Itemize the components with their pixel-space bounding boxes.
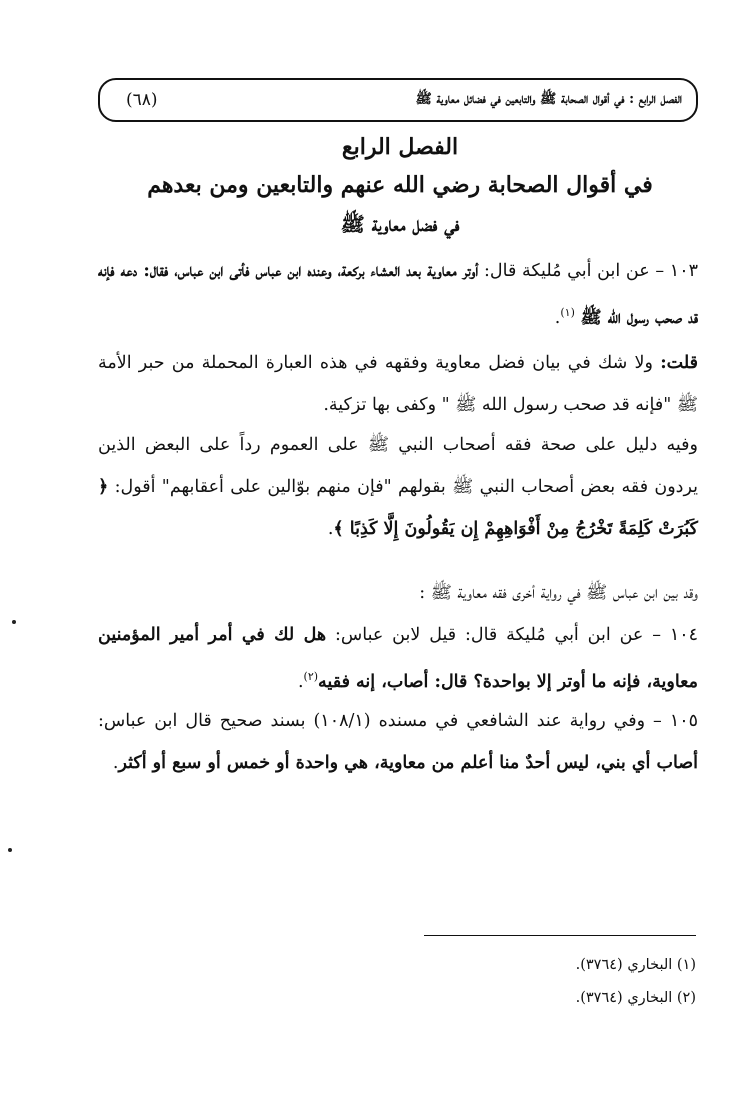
narration-text: أوتر معاوية بعد العشاء بركعة، وعنده ابن عباس فأتى ابن عباس، فقال: دعه فإنه قد صحب رسول الله ﷺ [98, 261, 698, 328]
footnote-divider [424, 935, 696, 936]
narration-text: أصاب أي بني، ليس أحدٌ منا أعلم من معاوية، هي واحدة أو خمس أو سبع أو أكثر [118, 753, 698, 773]
scan-speck [8, 848, 12, 852]
sentence-end: . [112, 753, 119, 773]
paragraph-comment [98, 342, 698, 426]
sentence-end: . [327, 519, 334, 539]
footnote-2: (٢) البخاري (٣٧٦٤). [575, 990, 696, 1006]
sentence-end: . [554, 307, 561, 328]
narration-number: ١٠٣ [669, 261, 698, 281]
footnote-ref: (٢) [303, 670, 319, 683]
evidence-text: وفيه دليل على صحة فقه أصحاب النبي ﷺ على العموم رداً على البعض الذين يردون فقه بعض أصحاب النبي ﷺ بقولهم "فإن منهم بوّالين على أعقابهم" أقول: [98, 435, 698, 497]
paragraph-105 [98, 700, 698, 784]
footnote-ref: (١) [560, 306, 575, 319]
footnote-1: (١) البخاري (٣٧٦٤). [575, 957, 696, 973]
narration-number: ١٠٥ [669, 711, 699, 731]
scan-speck [12, 620, 16, 624]
narration-number: ١٠٤ [669, 625, 699, 645]
quran-verse: ﴿ كَبُرَتْ كَلِمَةً تَخْرُجُ مِنْ أَفْوَاهِهِمْ إِن يَقُولُونَ إِلَّا كَذِبًا ﴾ [98, 477, 698, 539]
narration-intro: – عن ابن أبي مُليكة قال: [478, 261, 670, 281]
chapter-title: الفصل الرابع [341, 134, 459, 160]
narration-intro: – وفي رواية عند الشافعي في مسنده (١٠٨/١) بسند صحيح قال ابن عباس: [98, 711, 670, 731]
narration-intro: – عن ابن أبي مُليكة قال: قيل لابن عباس: [326, 625, 670, 645]
page-header [98, 78, 698, 122]
page-number: (٦٨) [126, 90, 158, 110]
paragraph-evidence [98, 424, 698, 550]
narration-text: هل لك في أمر أمير المؤمنين معاوية، فإنه ما أوتر إلا بواحدة؟ قال: أصاب، إنه فقيه [98, 625, 698, 692]
comment-text: ولا شك في بيان فضل معاوية وفقهه في هذه العبارة المحملة من حبر الأمة ﷺ "فإنه قد صحب رسول الله ﷺ " وكفى بها تزكية. [98, 353, 698, 415]
running-title: الفصل الرابع : في أقوال الصحابة ﷺ والتابعين في فضائل معاوية ﷺ [415, 91, 682, 107]
paragraph-bridge [98, 572, 698, 614]
chapter-subtitle: في أقوال الصحابة رضي الله عنهم والتابعين ومن بعدهم [147, 172, 653, 198]
sentence-end: . [297, 671, 304, 692]
paragraph-103 [98, 250, 698, 339]
paragraph-104 [98, 614, 698, 703]
comment-label: قلت: [660, 353, 698, 373]
bridge-text: وقد بين ابن عباس ﷺ في رواية أخرى فقه معاوية ﷺ : [419, 583, 698, 603]
chapter-subtitle-2: في فضل معاوية ﷺ [340, 212, 460, 236]
